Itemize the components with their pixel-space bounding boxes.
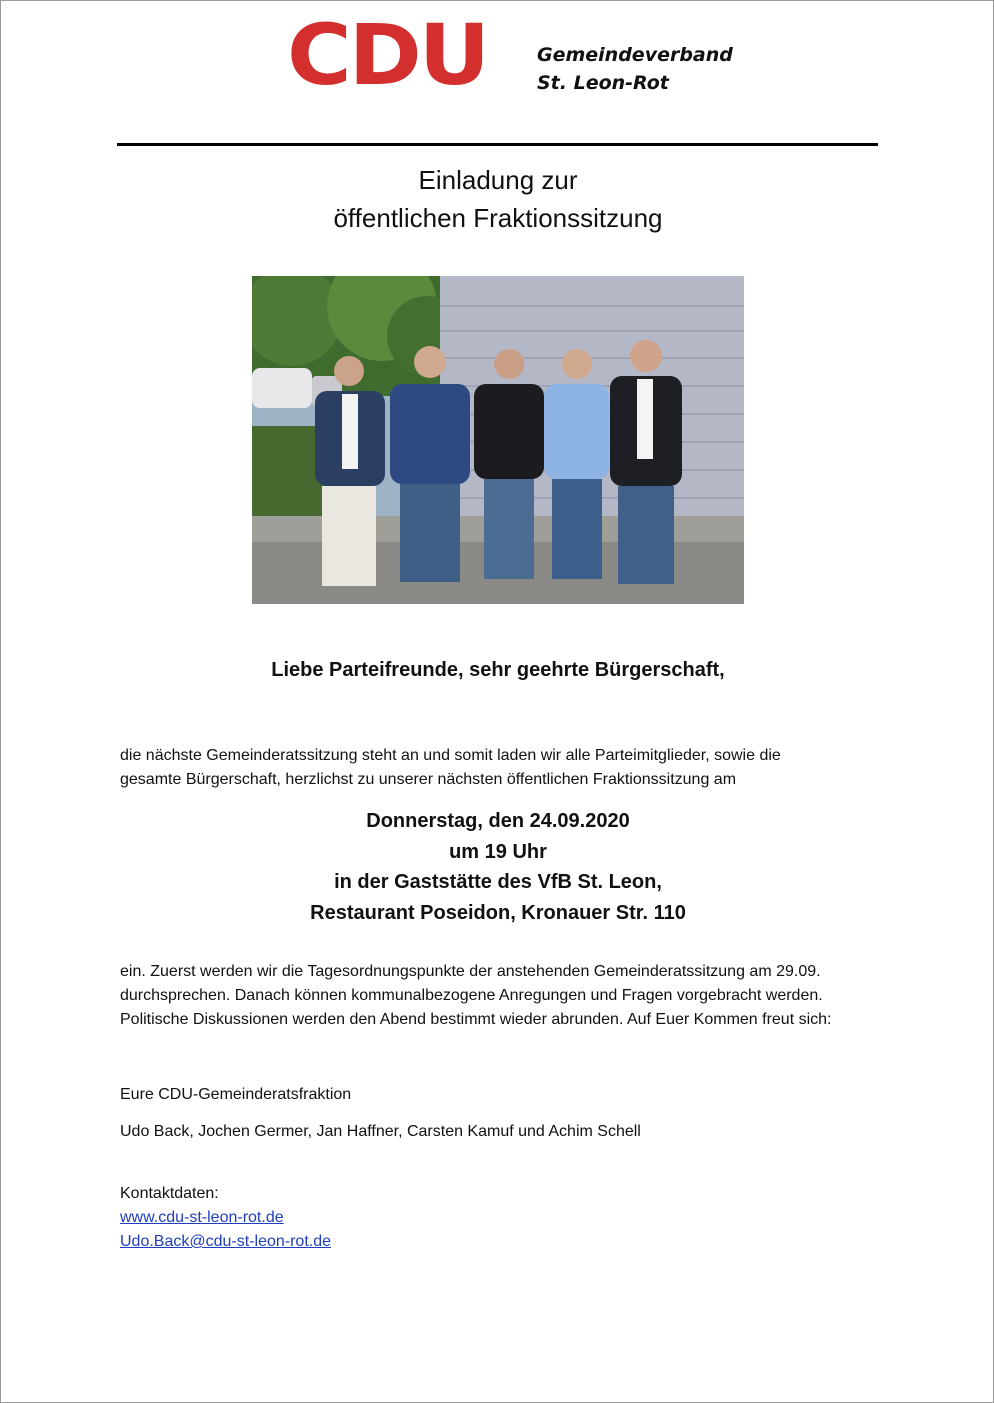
title-line-2: öffentlichen Fraktionssitzung bbox=[333, 203, 663, 233]
cdu-logo bbox=[287, 6, 733, 104]
event-details bbox=[1, 806, 994, 928]
greeting: Liebe Parteifreunde, sehr geehrte Bürgerschaft, bbox=[271, 659, 725, 681]
event-venue: in der Gaststätte des VfB St. Leon, bbox=[334, 871, 662, 893]
event-time: um 19 Uhr bbox=[449, 840, 547, 863]
group-photo bbox=[252, 276, 744, 604]
org-name bbox=[537, 41, 733, 97]
website-link[interactable]: www.cdu-st-leon-rot.de bbox=[120, 1209, 284, 1226]
org-line-1: Gemeindeverband bbox=[537, 44, 733, 66]
body-line-1: ein. Zuerst werden wir die Tagesordnungspunkte der anstehenden Gemeinderatssitzung am 29.09. bbox=[120, 963, 821, 980]
contact-label: Kontaktdaten: bbox=[120, 1185, 219, 1202]
signature-group: Eure CDU-Gemeinderatsfraktion bbox=[120, 1086, 352, 1103]
header-divider bbox=[117, 143, 878, 146]
contact-block bbox=[120, 1182, 880, 1254]
body-line-3: Politische Diskussionen werden den Abend bestimmt wieder abrunden. Auf Euer Kommen freut sich: bbox=[120, 1011, 832, 1028]
intro-line-1: die nächste Gemeinderatssitzung steht an und somit laden wir alle Parteimitglieder, sowie die bbox=[120, 747, 781, 764]
signature-members: Udo Back, Jochen Germer, Jan Haffner, Carsten Kamuf und Achim Schell bbox=[120, 1123, 641, 1140]
event-date: Donnerstag, den 24.09.2020 bbox=[366, 810, 630, 832]
logo-mark: CDU bbox=[287, 6, 488, 104]
intro-line-2: gesamte Bürgerschaft, herzlichst zu unserer nächsten öffentlichen Fraktionssitzung am bbox=[120, 771, 737, 788]
body-line-2: durchsprechen. Danach können kommunalbezogene Anregungen und Fragen vorgebracht werden. bbox=[120, 987, 823, 1004]
email-link[interactable]: Udo.Back@cdu-st-leon-rot.de bbox=[120, 1233, 331, 1250]
org-line-2: St. Leon-Rot bbox=[537, 72, 669, 94]
page-title bbox=[1, 161, 994, 237]
intro-paragraph bbox=[120, 744, 880, 792]
title-line-1: Einladung zur bbox=[418, 165, 578, 195]
event-address: Restaurant Poseidon, Kronauer Str. 110 bbox=[310, 901, 686, 924]
body-paragraph bbox=[120, 960, 880, 1032]
